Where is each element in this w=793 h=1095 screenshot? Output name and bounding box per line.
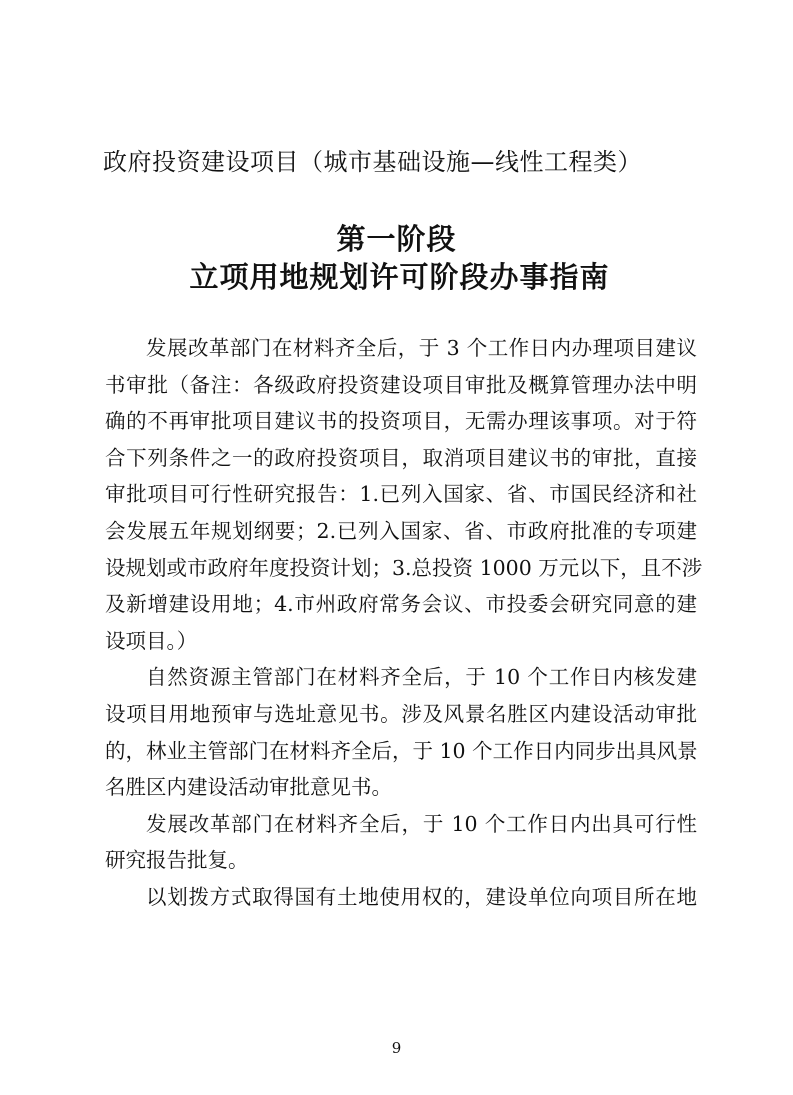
paragraph-line: 书审批（备注：各级政府投资建设项目审批及概算管理办法中明: [105, 372, 697, 397]
paragraph-line: 发展改革部门在材料齐全后，于 10 个工作日内出具可行性: [146, 811, 697, 836]
paragraph-line: 及新增建设用地；4.市州政府常务会议、市投委会研究同意的建: [105, 592, 697, 617]
paragraph-2: [105, 659, 697, 805]
paragraph-line: 的，林业主管部门在材料齐全后，于 10 个工作日内同步出具风景: [105, 738, 698, 763]
paragraph-line: 设项目。）: [105, 628, 198, 653]
paragraph-1: [105, 330, 703, 659]
paragraph-line: 研究报告批复。: [105, 848, 249, 873]
paragraph-line: 设规划或市政府年度投资计划；3.总投资 1000 万元以下，且不涉: [105, 555, 703, 580]
paragraph-line: 审批项目可行性研究报告：1.已列入国家、省、市国民经济和社: [105, 482, 697, 507]
paragraph-line: 合下列条件之一的政府投资项目，取消项目建议书的审批，直接: [105, 445, 697, 470]
paragraph-4: [105, 879, 697, 916]
paragraph-3: [105, 806, 697, 879]
paragraph-line: 以划拨方式取得国有土地使用权的，建设单位向项目所在地: [146, 884, 697, 909]
document-header: 政府投资建设项目（城市基础设施—线性工程类）: [103, 148, 642, 176]
guide-title: 立项用地规划许可阶段办事指南: [189, 260, 610, 294]
paragraph-line: 自然资源主管部门在材料齐全后，于 10 个工作日内核发建: [146, 665, 697, 690]
paragraph-line: 发展改革部门在材料齐全后，于 3 个工作日内办理项目建议: [146, 336, 697, 360]
paragraph-line: 设项目用地预审与选址意见书。涉及风景名胜区内建设活动审批: [105, 701, 697, 726]
paragraph-line: 会发展五年规划纲要；2.已列入国家、省、市政府批准的专项建: [105, 518, 697, 543]
paragraph-line: 名胜区内建设活动审批意见书。: [105, 775, 392, 800]
document-body: [105, 330, 703, 916]
stage-title: 第一阶段: [336, 222, 457, 256]
paragraph-line: 确的不再审批项目建议书的投资项目，无需办理该事项。对于符: [105, 409, 697, 434]
page-number: 9: [391, 1039, 402, 1057]
